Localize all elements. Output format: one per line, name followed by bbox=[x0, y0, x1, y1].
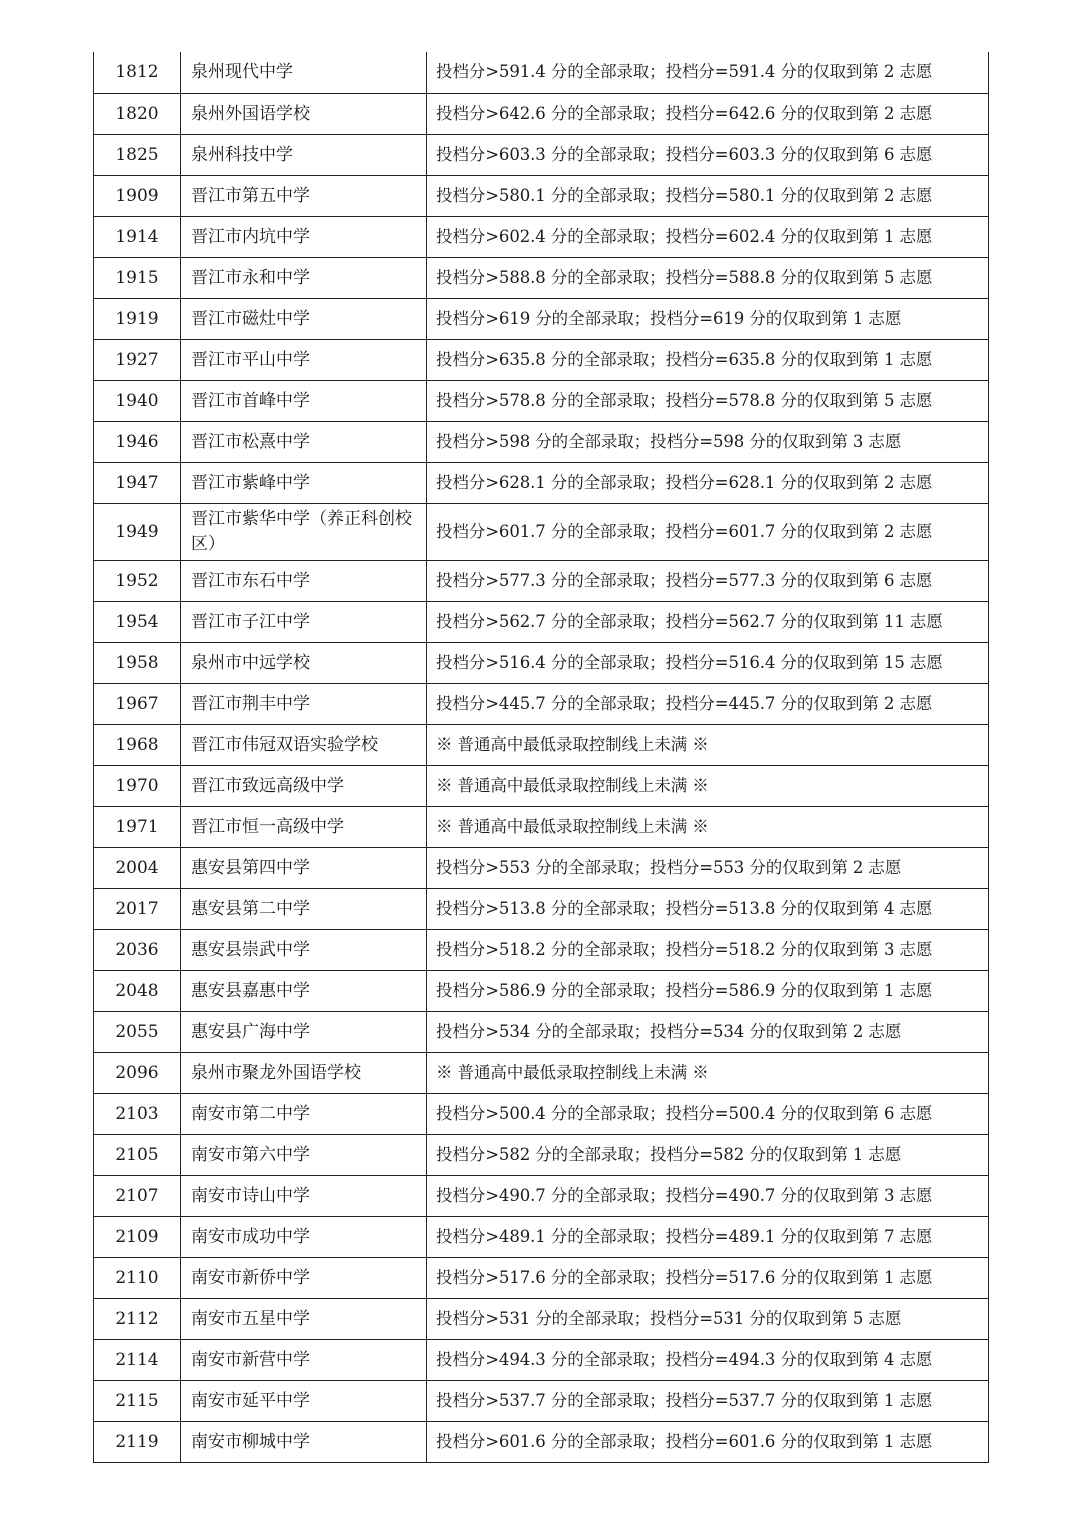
school-name-cell: 晋江市紫峰中学 bbox=[181, 462, 427, 503]
school-name-cell: 晋江市子江中学 bbox=[181, 601, 427, 642]
table-row bbox=[94, 1093, 989, 1134]
school-code-cell: 1825 bbox=[94, 134, 181, 175]
school-name-cell: 晋江市永和中学 bbox=[181, 257, 427, 298]
table-row bbox=[94, 1421, 989, 1462]
school-name-cell: 南安市诗山中学 bbox=[181, 1175, 427, 1216]
admission-rule-cell: 投档分>537.7 分的全部录取；投档分=537.7 分的仅取到第 1 志愿 bbox=[427, 1380, 989, 1421]
admission-rule-cell: 投档分>591.4 分的全部录取；投档分=591.4 分的仅取到第 2 志愿 bbox=[427, 52, 989, 93]
school-code-cell: 1968 bbox=[94, 724, 181, 765]
table-row bbox=[94, 1298, 989, 1339]
school-name-cell: 南安市延平中学 bbox=[181, 1380, 427, 1421]
school-code-cell: 2017 bbox=[94, 888, 181, 929]
school-code-cell: 2110 bbox=[94, 1257, 181, 1298]
admission-rule-cell: 投档分>588.8 分的全部录取；投档分=588.8 分的仅取到第 5 志愿 bbox=[427, 257, 989, 298]
school-name-cell: 惠安县第四中学 bbox=[181, 847, 427, 888]
school-name-cell: 泉州外国语学校 bbox=[181, 93, 427, 134]
table-row bbox=[94, 339, 989, 380]
admission-rule-cell: ※ 普通高中最低录取控制线上未满 ※ bbox=[427, 1052, 989, 1093]
admission-rule-cell: 投档分>516.4 分的全部录取；投档分=516.4 分的仅取到第 15 志愿 bbox=[427, 642, 989, 683]
school-code-cell: 1947 bbox=[94, 462, 181, 503]
school-code-cell: 1812 bbox=[94, 52, 181, 93]
admission-rule-cell: 投档分>578.8 分的全部录取；投档分=578.8 分的仅取到第 5 志愿 bbox=[427, 380, 989, 421]
school-code-cell: 1927 bbox=[94, 339, 181, 380]
admission-rule-cell: 投档分>582 分的全部录取；投档分=582 分的仅取到第 1 志愿 bbox=[427, 1134, 989, 1175]
school-code-cell: 1946 bbox=[94, 421, 181, 462]
school-code-cell: 1949 bbox=[94, 503, 181, 560]
table-body bbox=[94, 52, 989, 1462]
admission-rule-cell: 投档分>553 分的全部录取；投档分=553 分的仅取到第 2 志愿 bbox=[427, 847, 989, 888]
school-code-cell: 2107 bbox=[94, 1175, 181, 1216]
school-code-cell: 1914 bbox=[94, 216, 181, 257]
school-code-cell: 2105 bbox=[94, 1134, 181, 1175]
table-row bbox=[94, 421, 989, 462]
admission-rule-cell: 投档分>518.2 分的全部录取；投档分=518.2 分的仅取到第 3 志愿 bbox=[427, 929, 989, 970]
table-row bbox=[94, 1052, 989, 1093]
admission-rule-cell: 投档分>513.8 分的全部录取；投档分=513.8 分的仅取到第 4 志愿 bbox=[427, 888, 989, 929]
school-name-cell: 晋江市致远高级中学 bbox=[181, 765, 427, 806]
school-name-cell: 晋江市内坑中学 bbox=[181, 216, 427, 257]
school-code-cell: 1909 bbox=[94, 175, 181, 216]
table-row bbox=[94, 503, 989, 560]
table-row bbox=[94, 765, 989, 806]
admission-rule-cell: ※ 普通高中最低录取控制线上未满 ※ bbox=[427, 724, 989, 765]
table-row bbox=[94, 298, 989, 339]
admission-rule-cell: 投档分>562.7 分的全部录取；投档分=562.7 分的仅取到第 11 志愿 bbox=[427, 601, 989, 642]
school-name-cell: 南安市五星中学 bbox=[181, 1298, 427, 1339]
school-code-cell: 1940 bbox=[94, 380, 181, 421]
school-code-cell: 2048 bbox=[94, 970, 181, 1011]
school-name-cell: 南安市第六中学 bbox=[181, 1134, 427, 1175]
admission-rule-cell: 投档分>531 分的全部录取；投档分=531 分的仅取到第 5 志愿 bbox=[427, 1298, 989, 1339]
school-code-cell: 2096 bbox=[94, 1052, 181, 1093]
school-name-cell: 泉州市中远学校 bbox=[181, 642, 427, 683]
school-code-cell: 2103 bbox=[94, 1093, 181, 1134]
table-row bbox=[94, 847, 989, 888]
table-row bbox=[94, 1011, 989, 1052]
table-row bbox=[94, 642, 989, 683]
school-code-cell: 2055 bbox=[94, 1011, 181, 1052]
school-code-cell: 1970 bbox=[94, 765, 181, 806]
admission-rule-cell: 投档分>628.1 分的全部录取；投档分=628.1 分的仅取到第 2 志愿 bbox=[427, 462, 989, 503]
school-code-cell: 1820 bbox=[94, 93, 181, 134]
table-row bbox=[94, 1380, 989, 1421]
school-name-cell: 晋江市首峰中学 bbox=[181, 380, 427, 421]
school-name-cell: 晋江市第五中学 bbox=[181, 175, 427, 216]
admission-rule-cell: 投档分>601.7 分的全部录取；投档分=601.7 分的仅取到第 2 志愿 bbox=[427, 503, 989, 560]
table-row bbox=[94, 929, 989, 970]
school-name-cell: 惠安县崇武中学 bbox=[181, 929, 427, 970]
admission-rule-cell: 投档分>603.3 分的全部录取；投档分=603.3 分的仅取到第 6 志愿 bbox=[427, 134, 989, 175]
school-name-cell: 惠安县第二中学 bbox=[181, 888, 427, 929]
admission-rule-cell: 投档分>489.1 分的全部录取；投档分=489.1 分的仅取到第 7 志愿 bbox=[427, 1216, 989, 1257]
school-name-cell: 南安市新营中学 bbox=[181, 1339, 427, 1380]
school-name-cell: 泉州现代中学 bbox=[181, 52, 427, 93]
admission-rule-cell: 投档分>635.8 分的全部录取；投档分=635.8 分的仅取到第 1 志愿 bbox=[427, 339, 989, 380]
school-code-cell: 2036 bbox=[94, 929, 181, 970]
admission-rule-cell: 投档分>445.7 分的全部录取；投档分=445.7 分的仅取到第 2 志愿 bbox=[427, 683, 989, 724]
school-name-cell: 晋江市平山中学 bbox=[181, 339, 427, 380]
table-row bbox=[94, 1175, 989, 1216]
admission-rule-cell: ※ 普通高中最低录取控制线上未满 ※ bbox=[427, 765, 989, 806]
school-name-cell: 晋江市东石中学 bbox=[181, 560, 427, 601]
table-row bbox=[94, 1134, 989, 1175]
admission-rule-cell: 投档分>586.9 分的全部录取；投档分=586.9 分的仅取到第 1 志愿 bbox=[427, 970, 989, 1011]
school-code-cell: 2004 bbox=[94, 847, 181, 888]
admission-rule-cell: 投档分>601.6 分的全部录取；投档分=601.6 分的仅取到第 1 志愿 bbox=[427, 1421, 989, 1462]
admission-rule-cell: 投档分>534 分的全部录取；投档分=534 分的仅取到第 2 志愿 bbox=[427, 1011, 989, 1052]
school-code-cell: 1952 bbox=[94, 560, 181, 601]
table-row bbox=[94, 216, 989, 257]
school-name-cell: 晋江市松熹中学 bbox=[181, 421, 427, 462]
admission-rule-cell: 投档分>517.6 分的全部录取；投档分=517.6 分的仅取到第 1 志愿 bbox=[427, 1257, 989, 1298]
school-code-cell: 2109 bbox=[94, 1216, 181, 1257]
table-row bbox=[94, 683, 989, 724]
school-code-cell: 2114 bbox=[94, 1339, 181, 1380]
admission-rule-cell: 投档分>602.4 分的全部录取；投档分=602.4 分的仅取到第 1 志愿 bbox=[427, 216, 989, 257]
table-row bbox=[94, 134, 989, 175]
table-row bbox=[94, 1257, 989, 1298]
table-row bbox=[94, 380, 989, 421]
admission-rule-cell: ※ 普通高中最低录取控制线上未满 ※ bbox=[427, 806, 989, 847]
school-name-cell: 惠安县嘉惠中学 bbox=[181, 970, 427, 1011]
admission-rule-cell: 投档分>642.6 分的全部录取；投档分=642.6 分的仅取到第 2 志愿 bbox=[427, 93, 989, 134]
admission-rule-cell: 投档分>580.1 分的全部录取；投档分=580.1 分的仅取到第 2 志愿 bbox=[427, 175, 989, 216]
admission-rule-cell: 投档分>500.4 分的全部录取；投档分=500.4 分的仅取到第 6 志愿 bbox=[427, 1093, 989, 1134]
school-name-cell: 晋江市荆丰中学 bbox=[181, 683, 427, 724]
school-name-cell: 南安市第二中学 bbox=[181, 1093, 427, 1134]
table-row bbox=[94, 175, 989, 216]
admission-rule-cell: 投档分>494.3 分的全部录取；投档分=494.3 分的仅取到第 4 志愿 bbox=[427, 1339, 989, 1380]
school-code-cell: 2112 bbox=[94, 1298, 181, 1339]
table-row bbox=[94, 724, 989, 765]
school-code-cell: 2119 bbox=[94, 1421, 181, 1462]
table-row bbox=[94, 601, 989, 642]
table-row bbox=[94, 888, 989, 929]
admission-rule-cell: 投档分>490.7 分的全部录取；投档分=490.7 分的仅取到第 3 志愿 bbox=[427, 1175, 989, 1216]
table-row bbox=[94, 257, 989, 298]
table-row bbox=[94, 560, 989, 601]
admission-table bbox=[93, 52, 989, 1463]
school-code-cell: 1958 bbox=[94, 642, 181, 683]
school-name-cell: 晋江市磁灶中学 bbox=[181, 298, 427, 339]
table-row bbox=[94, 52, 989, 93]
school-code-cell: 2115 bbox=[94, 1380, 181, 1421]
school-name-cell: 晋江市恒一高级中学 bbox=[181, 806, 427, 847]
school-name-cell: 晋江市紫华中学（养正科创校区） bbox=[181, 503, 427, 560]
school-code-cell: 1954 bbox=[94, 601, 181, 642]
admission-rule-cell: 投档分>619 分的全部录取；投档分=619 分的仅取到第 1 志愿 bbox=[427, 298, 989, 339]
school-name-cell: 泉州科技中学 bbox=[181, 134, 427, 175]
admission-rule-cell: 投档分>577.3 分的全部录取；投档分=577.3 分的仅取到第 6 志愿 bbox=[427, 560, 989, 601]
school-name-cell: 南安市成功中学 bbox=[181, 1216, 427, 1257]
table-row bbox=[94, 462, 989, 503]
school-code-cell: 1915 bbox=[94, 257, 181, 298]
school-name-cell: 惠安县广海中学 bbox=[181, 1011, 427, 1052]
school-code-cell: 1971 bbox=[94, 806, 181, 847]
school-name-cell: 南安市新侨中学 bbox=[181, 1257, 427, 1298]
table-row bbox=[94, 806, 989, 847]
table-row bbox=[94, 1339, 989, 1380]
school-code-cell: 1967 bbox=[94, 683, 181, 724]
table-row bbox=[94, 93, 989, 134]
school-code-cell: 1919 bbox=[94, 298, 181, 339]
school-name-cell: 晋江市伟冠双语实验学校 bbox=[181, 724, 427, 765]
school-name-cell: 南安市柳城中学 bbox=[181, 1421, 427, 1462]
table-row bbox=[94, 1216, 989, 1257]
school-name-cell: 泉州市聚龙外国语学校 bbox=[181, 1052, 427, 1093]
admission-rule-cell: 投档分>598 分的全部录取；投档分=598 分的仅取到第 3 志愿 bbox=[427, 421, 989, 462]
table-row bbox=[94, 970, 989, 1011]
